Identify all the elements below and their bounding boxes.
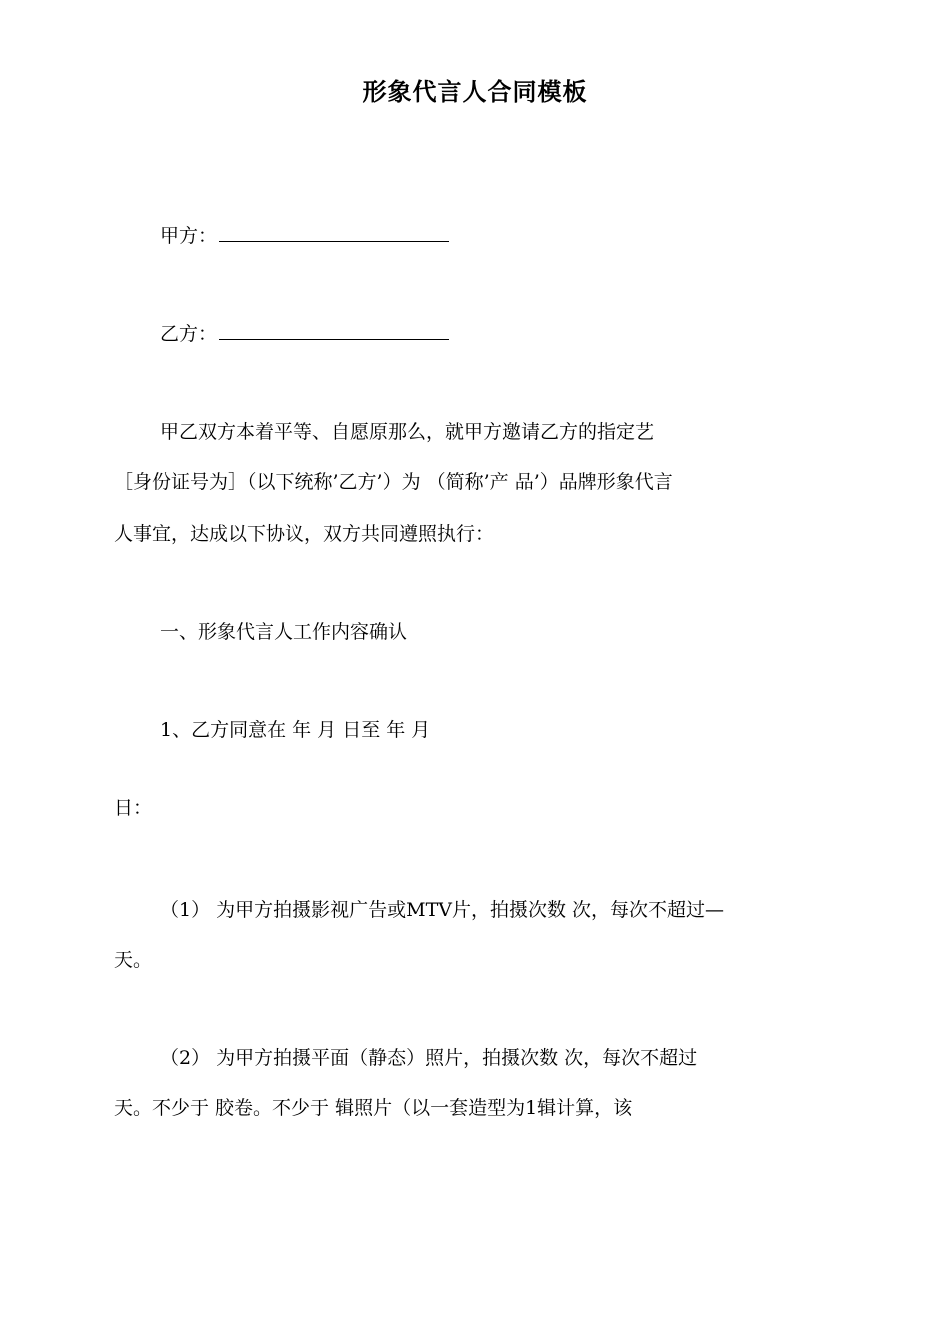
party-a-line: [160, 224, 449, 248]
party-a-blank: [219, 227, 449, 242]
party-b-blank: [219, 325, 449, 340]
party-b-label: 乙方：: [160, 323, 218, 345]
item-2-line-1: （2） 为甲方拍摄平面（静态）照片，拍摄次数 次，每次不超过: [160, 1047, 698, 1069]
item-1-line-2: 天。: [114, 949, 153, 971]
item-1-line-1: （1） 为甲方拍摄影视广告或MTV片，拍摄次数 次，每次不超过—: [160, 899, 725, 921]
item-2-line-2: 天。不少于 胶卷。不少于 辑照片（以一套造型为1辑计算，该: [114, 1097, 633, 1119]
party-a-label: 甲方：: [160, 225, 218, 247]
party-b-line: [160, 322, 449, 346]
intro-line-2: ［身份证号为］（以下统称’乙方’）为 （简称’产 品’）品牌形象代言: [114, 471, 673, 493]
document-title: 形象代言人合同模板: [362, 78, 588, 106]
clause-1-line-1: 1、乙方同意在 年 月 日至 年 月: [160, 719, 431, 741]
intro-line-1: 甲乙双方本着平等、自愿原那么，就甲方邀请乙方的指定艺: [160, 421, 655, 443]
section-1-heading: 一、形象代言人工作内容确认: [160, 621, 408, 643]
intro-line-3: 人事宜，达成以下协议，双方共同遵照执行：: [114, 523, 495, 545]
clause-1-line-2: 日：: [114, 797, 153, 819]
